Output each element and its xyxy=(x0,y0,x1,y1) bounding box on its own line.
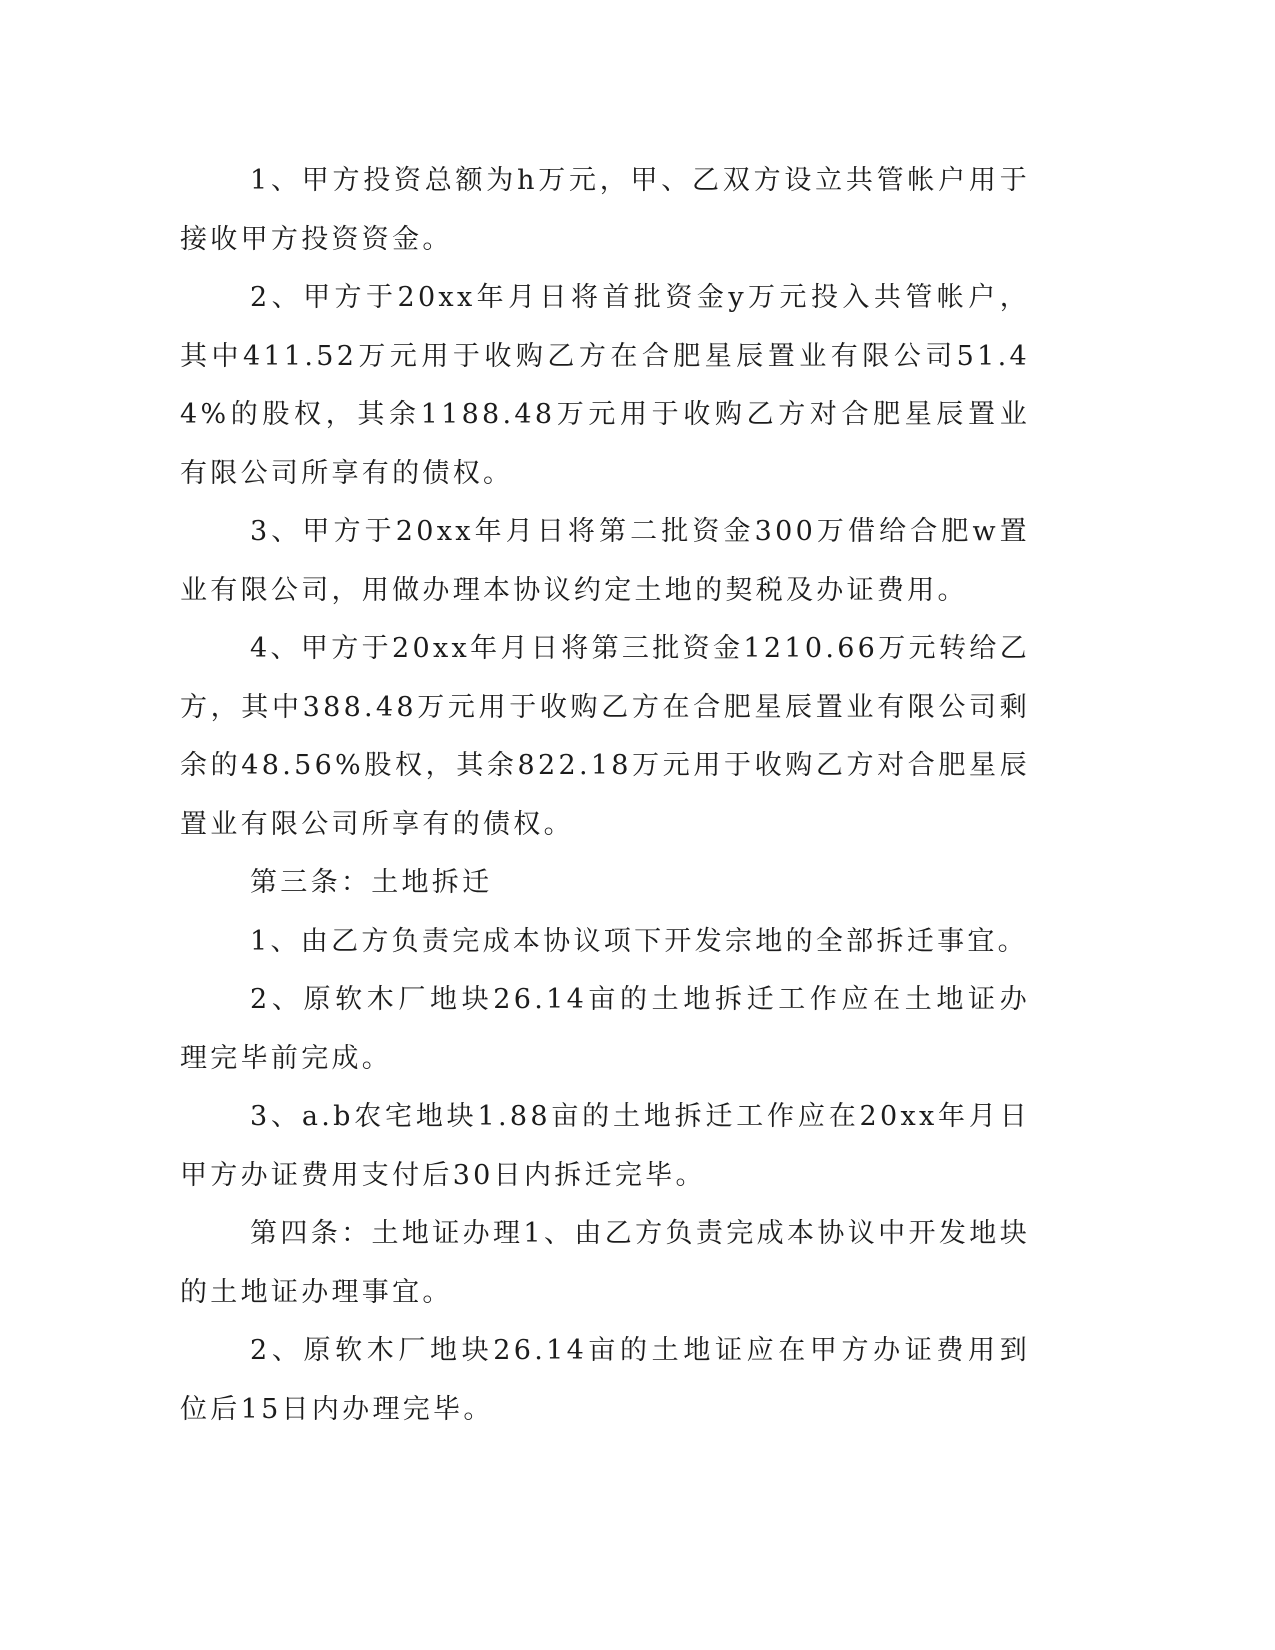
clause-paragraph-second-batch: 3、甲方于20xx年月日将第二批资金300万借给合肥w置业有限公司，用做办理本协议约定土地的契税及办证费用。 xyxy=(180,516,1030,606)
clause-paragraph-farmhouse-demolition: 3、a.b农宅地块1.88亩的土地拆迁工作应在20xx年月日甲方办证费用支付后30日内拆迁完毕。 xyxy=(180,1101,1030,1191)
article-heading-land-demolition: 第三条：土地拆迁 xyxy=(250,867,493,898)
clause-paragraph-cork-factory-demolition: 2、原软木厂地块26.14亩的土地拆迁工作应在土地证办理完毕前完成。 xyxy=(180,984,1030,1074)
clause-paragraph-funding-total: 1、甲方投资总额为h万元，甲、乙双方设立共管帐户用于接收甲方投资资金。 xyxy=(180,165,1030,255)
document-body xyxy=(180,152,1030,1439)
clause-paragraph-third-batch: 4、甲方于20xx年月日将第三批资金1210.66万元转给乙方，其中388.48万元用于收购乙方在合肥星辰置业有限公司剩余的48.56%股权，其余822.18万元用于收购乙方对合肥星辰置业有限公司所享有的债权。 xyxy=(180,633,1030,840)
clause-paragraph-first-batch: 2、甲方于20xx年月日将首批资金y万元投入共管帐户，其中411.52万元用于收购乙方在合肥星辰置业有限公司51.44%的股权，其余1188.48万元用于收购乙方对合肥星辰置业有限公司所享有的债权。 xyxy=(180,282,1030,489)
article-heading-land-certificate: 第四条：土地证办理1、由乙方负责完成本协议中开发地块的土地证办理事宜。 xyxy=(180,1218,1030,1308)
clause-paragraph-demolition-responsibility: 1、由乙方负责完成本协议项下开发宗地的全部拆迁事宜。 xyxy=(250,925,1028,957)
clause-paragraph-certificate-deadline: 2、原软木厂地块26.14亩的土地证应在甲方办证费用到位后15日内办理完毕。 xyxy=(180,1335,1030,1425)
